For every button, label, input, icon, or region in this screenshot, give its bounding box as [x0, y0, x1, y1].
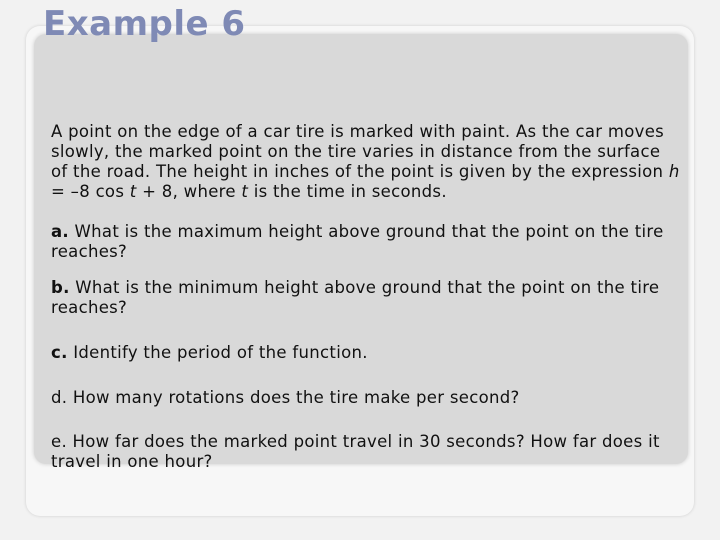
question-e: [51, 432, 681, 472]
variable-t: t: [129, 182, 137, 201]
variable-h: h: [668, 162, 680, 181]
question-a: [51, 222, 681, 262]
slide-body: [51, 122, 681, 472]
statement-text-4: is the time in seconds.: [248, 182, 447, 201]
statement-text-3: + 8, where: [136, 182, 242, 201]
question-text: What is the maximum height above ground that the point on the tire reaches?: [51, 222, 664, 261]
statement-text-2: = –8 cos: [51, 182, 130, 201]
statement-text-1: A point on the edge of a car tire is marked with paint. As the car moves slowly, the marked point on the tire varies in distance from the surface of the road. The height in inches of the point is given by the expression: [51, 122, 669, 181]
question-text: What is the minimum height above ground that the point on the tire reaches?: [51, 278, 660, 317]
question-c: [51, 343, 681, 363]
question-b: [51, 278, 681, 318]
question-letter: c.: [51, 343, 68, 362]
variable-t: t: [241, 182, 249, 201]
question-text: e. How far does the marked point travel in 30 seconds? How far does it travel in one hour?: [51, 432, 660, 471]
slide-title: Example 6: [43, 4, 246, 44]
question-letter: b.: [51, 278, 70, 297]
question-text: Identify the period of the function.: [67, 343, 368, 362]
question-text: d. How many rotations does the tire make per second?: [51, 388, 520, 407]
question-letter: a.: [51, 222, 70, 241]
question-d: [51, 388, 681, 408]
problem-statement: [51, 122, 681, 202]
